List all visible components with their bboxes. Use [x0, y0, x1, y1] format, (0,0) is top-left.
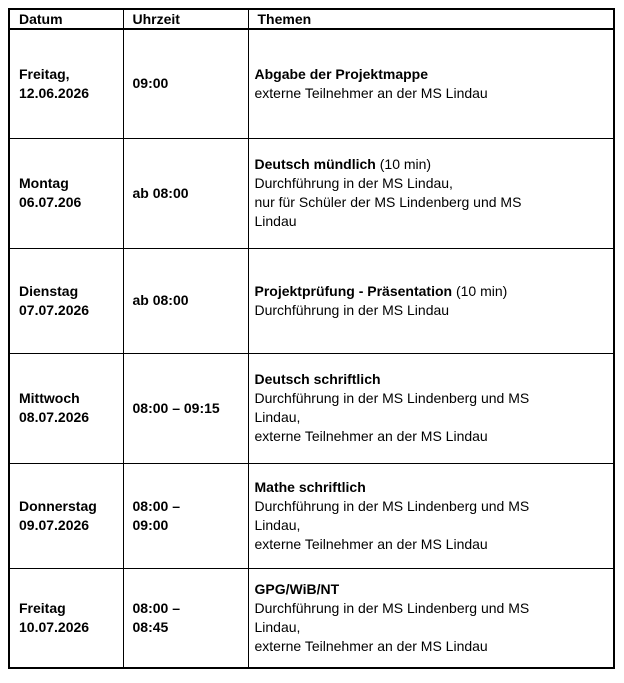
header-row: [9, 9, 614, 29]
themen-title-line: [255, 580, 610, 599]
table-row: [9, 568, 614, 668]
datum-line: 06.07.206: [19, 194, 82, 210]
table-row: [9, 29, 614, 138]
datum-line: Dienstag: [19, 282, 79, 299]
datum-cell: [9, 463, 123, 568]
column-header-uhrzeit: Uhrzeit: [123, 9, 248, 29]
datum-line: Montag: [19, 175, 69, 191]
themen-note: (10 min): [375, 156, 432, 172]
datum-cell: [9, 29, 123, 138]
datum-line: Mittwoch: [19, 390, 80, 406]
themen-note: (10 min): [452, 282, 508, 299]
datum-line: 12.06.2026: [19, 84, 90, 101]
themen-line: externe Teilnehmer an der MS Lindau: [254, 84, 488, 101]
datum-cell: [9, 138, 123, 248]
themen-line: Lindau: [254, 213, 297, 229]
datum-cell: [9, 353, 123, 463]
uhrzeit-cell: [123, 568, 248, 668]
themen-title-line: [255, 478, 610, 497]
themen-title-line: [255, 370, 610, 389]
themen-cell: [248, 353, 614, 463]
themen-line: nur für Schüler der MS Lindenberg und MS: [254, 194, 522, 210]
table-row: [9, 353, 614, 463]
datum-line: 07.07.2026: [19, 301, 90, 318]
themen-title: Mathe schriftlich: [254, 478, 366, 495]
datum-line: Freitag: [19, 599, 66, 616]
datum-line: Donnerstag: [19, 497, 97, 514]
themen-title: Projektprüfung - Präsentation: [254, 282, 453, 299]
themen-line: Durchführung in der MS Lindau: [254, 301, 450, 318]
themen-cell: [248, 463, 614, 568]
themen-line: Lindau,: [254, 516, 301, 533]
datum-cell: [9, 568, 123, 668]
datum-line: 09.07.2026: [19, 516, 90, 533]
datum-line: 10.07.2026: [19, 618, 90, 635]
exam-schedule-table: [8, 8, 615, 669]
themen-line: externe Teilnehmer an der MS Lindau: [254, 637, 488, 654]
themen-line: Lindau,: [254, 409, 301, 425]
uhrzeit-cell: [123, 138, 248, 248]
uhrzeit-cell: [123, 248, 248, 353]
themen-line: externe Teilnehmer an der MS Lindau: [254, 428, 488, 444]
themen-title-line: [255, 155, 610, 174]
uhrzeit-cell: [123, 353, 248, 463]
themen-line: externe Teilnehmer an der MS Lindau: [254, 535, 488, 552]
themen-cell: [248, 138, 614, 248]
uhrzeit-line: 08:00 –: [132, 599, 180, 616]
themen-line: Durchführung in der MS Lindenberg und MS: [254, 390, 530, 406]
themen-cell: [248, 568, 614, 668]
datum-line: Freitag,: [19, 65, 70, 82]
datum-line: 08.07.2026: [19, 409, 90, 425]
themen-cell: [248, 29, 614, 138]
uhrzeit-line: ab 08:00: [132, 292, 189, 308]
themen-line: Durchführung in der MS Lindenberg und MS: [254, 497, 530, 514]
themen-title: Deutsch schriftlich: [254, 371, 381, 387]
uhrzeit-line: 08:45: [132, 618, 169, 635]
column-header-themen: Themen: [248, 9, 614, 29]
uhrzeit-line: 08:00 –: [132, 497, 180, 514]
uhrzeit-line: 09:00: [132, 75, 169, 92]
uhrzeit-line: 08:00 – 09:15: [132, 399, 220, 416]
column-header-datum: Datum: [9, 9, 123, 29]
table-row: [9, 138, 614, 248]
themen-title: Deutsch mündlich: [254, 156, 376, 172]
table-row: [9, 248, 614, 353]
table-row: [9, 463, 614, 568]
themen-title-line: [255, 282, 610, 301]
uhrzeit-cell: [123, 463, 248, 568]
uhrzeit-cell: [123, 29, 248, 138]
datum-cell: [9, 248, 123, 353]
themen-title: Abgabe der Projektmappe: [254, 65, 428, 82]
themen-line: Lindau,: [254, 618, 301, 635]
themen-line: Durchführung in der MS Lindenberg und MS: [254, 599, 530, 616]
themen-title: GPG/WiB/NT: [254, 580, 340, 597]
themen-title-line: [255, 65, 610, 84]
uhrzeit-line: ab 08:00: [132, 184, 189, 201]
themen-cell: [248, 248, 614, 353]
themen-line: Durchführung in der MS Lindau,: [254, 175, 453, 191]
uhrzeit-line: 09:00: [132, 516, 169, 533]
